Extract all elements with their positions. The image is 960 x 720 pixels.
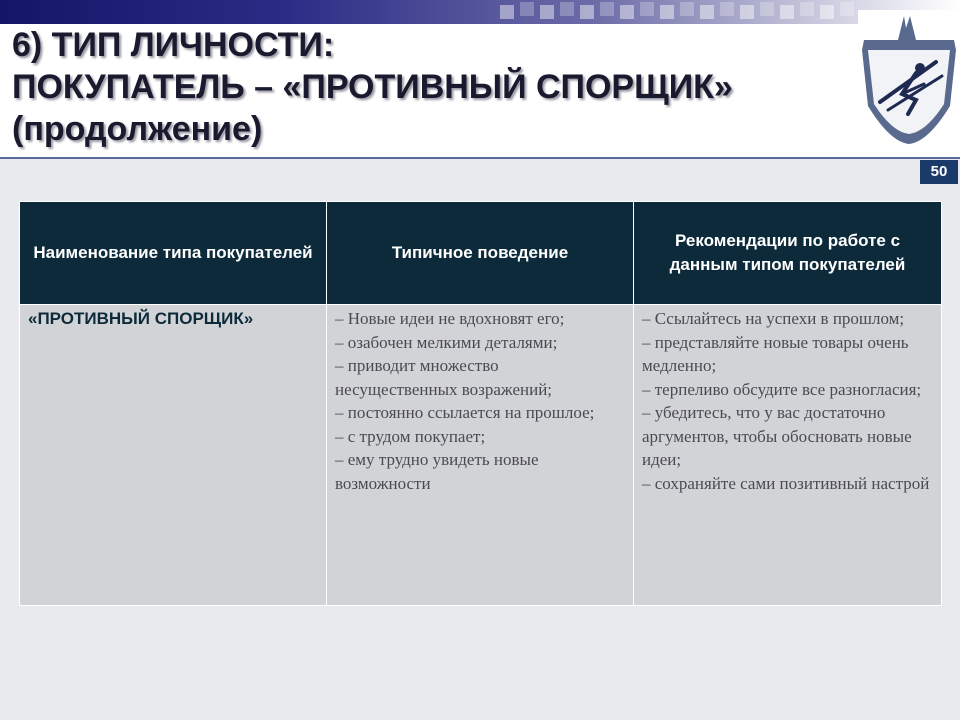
behavior-item: – приводит множество несущественных возражений;	[335, 356, 553, 399]
behavior-item: – Новые идеи не вдохновят его;	[335, 309, 565, 328]
logo	[858, 10, 960, 150]
behavior-item: – озабочен мелкими деталями;	[335, 332, 558, 352]
slide-title	[12, 24, 733, 150]
header-behavior: Типичное поведение	[327, 202, 634, 305]
type-name-cell: «ПРОТИВНЫЙ СПОРЩИК»	[20, 305, 327, 606]
recommendation-item: – сохраняйте сами позитивный настрой	[642, 473, 930, 493]
title-line-1: 6) ТИП ЛИЧНОСТИ:	[12, 26, 335, 64]
table-row	[20, 305, 942, 606]
skier-shield-logo-icon	[858, 10, 960, 150]
table-header-row	[20, 202, 942, 305]
recommendation-item: – терпеливо обсудите все разногласия;	[642, 379, 922, 399]
title-line-2: ПОКУПАТЕЛЬ – «ПРОТИВНЫЙ СПОРЩИК»	[12, 68, 733, 106]
behavior-item: – с трудом покупает;	[335, 426, 486, 446]
recommendations-cell	[634, 305, 942, 606]
header-type-name: Наименование типа покупателей	[20, 202, 327, 305]
title-line-3: (продолжение)	[12, 110, 263, 148]
top-decor-strip	[0, 0, 960, 24]
behavior-item: – ему трудно увидеть новые возможности	[335, 450, 539, 493]
buyer-type-table	[19, 201, 942, 606]
recommendation-item: – Ссылайтесь на успехи в прошлом;	[642, 309, 905, 328]
page-number-badge: 50	[920, 160, 958, 184]
recommendation-item: – убедитесь, что у вас достаточно аргументов, чтобы обосновать новые идеи;	[642, 403, 912, 469]
behavior-item: – постоянно ссылается на прошлое;	[335, 403, 595, 422]
header-recommendations: Рекомендации по работе с данным типом покупателей	[634, 202, 942, 305]
decor-squares	[500, 2, 860, 24]
recommendation-item: – представляйте новые товары очень медленно;	[642, 332, 909, 375]
behavior-cell	[327, 305, 634, 606]
